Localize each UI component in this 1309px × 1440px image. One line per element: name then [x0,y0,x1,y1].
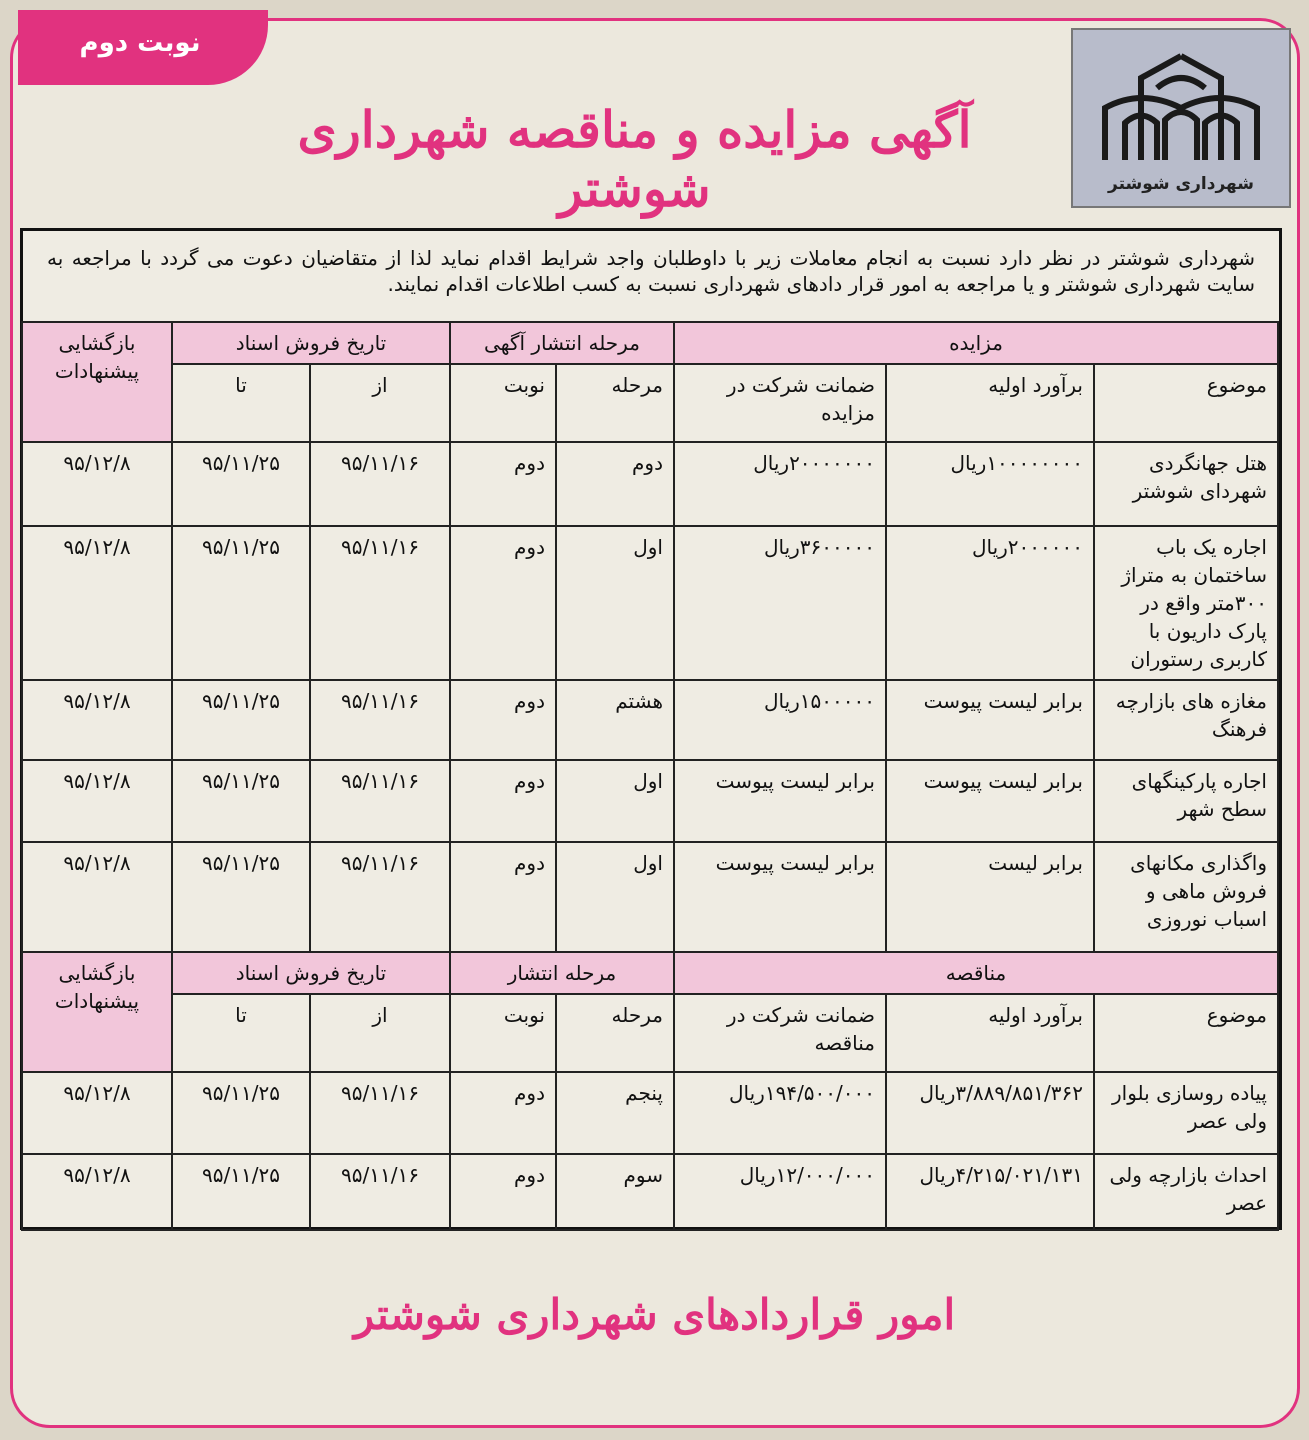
tender-group-header [22,952,1278,994]
cell-round: دوم [450,1072,556,1154]
cell-opening: ۹۵/۱۲/۸ [22,680,172,760]
cell-guarantee: ۱۹۴/۵۰۰/۰۰۰ریال [674,1072,886,1154]
cell-estimate: ۳/۸۸۹/۸۵۱/۳۶۲ریال [886,1072,1094,1154]
cell-round: دوم [450,526,556,680]
table-row [22,760,1278,842]
table-row [22,842,1278,952]
cell-round: دوم [450,842,556,952]
cell-subject: هتل جهانگردی شهردای شوشتر [1094,442,1278,526]
table-row [22,442,1278,526]
auction-publish-label: مرحله انتشار آگهی [450,322,674,364]
cell-stage: اول [556,526,674,680]
cell-estimate: ۲۰۰۰۰۰۰ریال [886,526,1094,680]
cell-stage: اول [556,842,674,952]
logo-text: شهرداری شوشتر [1108,174,1254,194]
dome-logo-icon [1095,48,1267,168]
tender-group-label: مناقصه [674,952,1278,994]
cell-subject: مغازه های بازارچه فرهنگ [1094,680,1278,760]
cell-estimate: ۱۰۰۰۰۰۰۰۰ریال [886,442,1094,526]
cell-opening: ۹۵/۱۲/۸ [22,526,172,680]
cell-from: ۹۵/۱۱/۱۶ [310,526,450,680]
cell-subject: اجاره یک باب ساختمان به متراژ ۳۰۰متر واقع در پارک داریون با کاربری رستوران [1094,526,1278,680]
cell-opening: ۹۵/۱۲/۸ [22,442,172,526]
intro-paragraph: شهرداری شوشتر در نظر دارد نسبت به انجام معاملات زیر با داوطلبان واجد شرایط اقدام نماید لذا از متقاضیان دعوت می گردد با مراجعه به سایت شهرداری شوشتر و یا مراجعه به امور قرار دادهای شهرداری نسبت به کسب اطلاعات اقدام نمایند. [47,246,1255,296]
col-to: تا [172,994,310,1072]
col-from: از [310,994,450,1072]
col-subject: موضوع [1094,364,1278,442]
cell-guarantee: ۳۶۰۰۰۰۰ریال [674,526,886,680]
cell-guarantee: ۱۵۰۰۰۰۰ریال [674,680,886,760]
cell-opening: ۹۵/۱۲/۸ [22,1154,172,1230]
cell-from: ۹۵/۱۱/۱۶ [310,760,450,842]
cell-opening: ۹۵/۱۲/۸ [22,760,172,842]
col-from: از [310,364,450,442]
announcement-box [20,228,1282,1230]
cell-guarantee: ۲۰۰۰۰۰۰۰ریال [674,442,886,526]
cell-subject: واگذاری مکانهای فروش ماهی و اسباب نوروزی [1094,842,1278,952]
cell-from: ۹۵/۱۱/۱۶ [310,1154,450,1230]
municipality-logo [1071,28,1291,208]
col-subject: موضوع [1094,994,1278,1072]
cell-subject: پیاده روسازی بلوار ولی عصر [1094,1072,1278,1154]
col-to: تا [172,364,310,442]
cell-guarantee: برابر لیست پیوست [674,842,886,952]
col-guarantee: ضمانت شرکت در مناقصه [674,994,886,1072]
table-row [22,680,1278,760]
cell-round: دوم [450,680,556,760]
col-guarantee: ضمانت شرکت در مزایده [674,364,886,442]
cell-stage: دوم [556,442,674,526]
cell-estimate: برابر لیست [886,842,1094,952]
cell-from: ۹۵/۱۱/۱۶ [310,842,450,952]
cell-from: ۹۵/۱۱/۱۶ [310,680,450,760]
col-estimate: برآورد اولیه [886,364,1094,442]
cell-to: ۹۵/۱۱/۲۵ [172,842,310,952]
cell-from: ۹۵/۱۱/۱۶ [310,442,450,526]
cell-stage: اول [556,760,674,842]
tender-opening-label: بازگشایی پیشنهادات [22,952,172,1072]
col-stage: مرحله [556,994,674,1072]
auction-sale-label: تاریخ فروش اسناد [172,322,450,364]
col-estimate: برآورد اولیه [886,994,1094,1072]
cell-opening: ۹۵/۱۲/۸ [22,1072,172,1154]
cell-guarantee: ۱۲/۰۰۰/۰۰۰ریال [674,1154,886,1230]
cell-stage: پنجم [556,1072,674,1154]
col-stage: مرحله [556,364,674,442]
table-row [22,526,1278,680]
cell-to: ۹۵/۱۱/۲۵ [172,680,310,760]
cell-round: دوم [450,760,556,842]
cell-from: ۹۵/۱۱/۱۶ [310,1072,450,1154]
cell-round: دوم [450,442,556,526]
cell-round: دوم [450,1154,556,1230]
tender-sale-label: تاریخ فروش اسناد [172,952,450,994]
cell-estimate: برابر لیست پیوست [886,760,1094,842]
table-row [22,1154,1278,1230]
cell-estimate: برابر لیست پیوست [886,680,1094,760]
auction-group-label: مزایده [674,322,1278,364]
cell-to: ۹۵/۱۱/۲۵ [172,1154,310,1230]
auction-column-header [22,364,1278,442]
cell-subject: احداث بازارچه ولی عصر [1094,1154,1278,1230]
cell-opening: ۹۵/۱۲/۸ [22,842,172,952]
page-title: آگهی مزایده و مناقصه شهرداری شوشتر [297,100,972,218]
cell-stage: هشتم [556,680,674,760]
cell-stage: سوم [556,1154,674,1230]
cell-guarantee: برابر لیست پیوست [674,760,886,842]
col-round: نوبت [450,994,556,1072]
auction-table [21,321,1279,1231]
footer-signature: امور قراردادهای شهرداری شوشتر [353,1290,956,1339]
table-row [22,1072,1278,1154]
cell-to: ۹۵/۱۱/۲۵ [172,760,310,842]
tender-column-header [22,994,1278,1072]
round-label: نوبت دوم [79,28,201,58]
col-round: نوبت [450,364,556,442]
cell-to: ۹۵/۱۱/۲۵ [172,1072,310,1154]
cell-to: ۹۵/۱۱/۲۵ [172,442,310,526]
auction-group-header [22,322,1278,364]
auction-opening-label: بازگشایی پیشنهادات [22,322,172,442]
cell-to: ۹۵/۱۱/۲۵ [172,526,310,680]
cell-estimate: ۴/۲۱۵/۰۲۱/۱۳۱ریال [886,1154,1094,1230]
tender-publish-label: مرحله انتشار [450,952,674,994]
cell-subject: اجاره پارکینگهای سطح شهر [1094,760,1278,842]
